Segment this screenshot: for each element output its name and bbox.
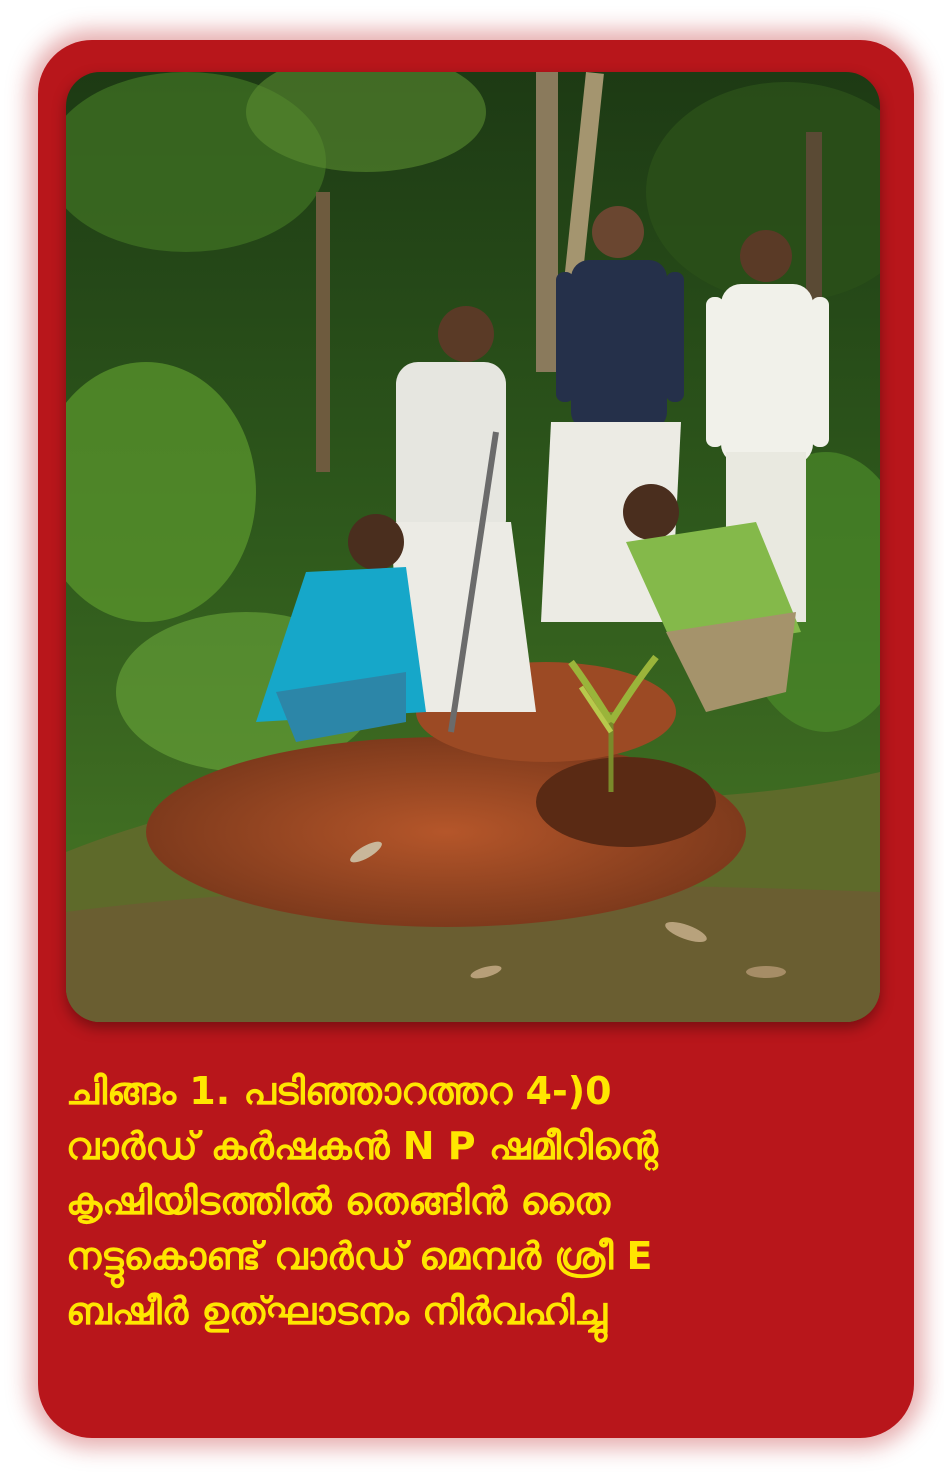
tree-trunk: [536, 72, 558, 372]
caption-line-5: ബഷീർ ഉത്ഘാടനം നിർവഹിച്ചു: [66, 1289, 607, 1333]
photo-illustration: [66, 72, 880, 1022]
caption-malayalam: [66, 1064, 886, 1339]
caption-line-4: നട്ടുകൊണ്ട് വാർഡ് മെമ്പർ ശ്രീ E: [66, 1234, 653, 1278]
planting-pit: [536, 757, 716, 847]
photo-coconut-sapling-planting: [66, 72, 880, 1022]
caption-line-1: ചിങ്ങം 1. പടിഞ്ഞാറത്തറ 4-)0: [66, 1069, 612, 1113]
caption-line-3: കൃഷിയിടത്തിൽ തെങ്ങിൻ തൈ: [66, 1179, 611, 1223]
caption-line-2: വാർഡ് കർഷകൻ N P ഷമീറിന്റെ: [66, 1124, 658, 1168]
